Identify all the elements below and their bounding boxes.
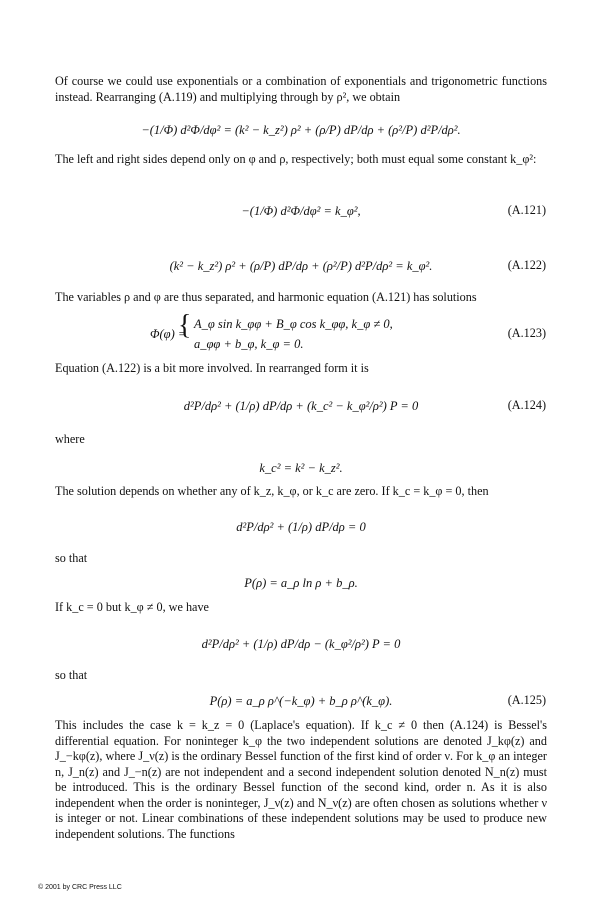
paragraph-if-kc-zero: If k_c = 0 but k_φ ≠ 0, we have bbox=[55, 600, 209, 614]
equation-a123-line1: A_φ sin k_φφ + B_φ cos k_φφ, k_φ ≠ 0, bbox=[194, 317, 393, 331]
equation-number-a124: (A.124) bbox=[507, 398, 546, 412]
equation-a124: d²P/dρ² + (1/ρ) dP/dρ + (k_c² − k_φ²/ρ²) P = 0 bbox=[183, 399, 419, 413]
equation-kc: k_c² = k² − k_z². bbox=[259, 461, 343, 475]
equation-a123-lhs: Φ(φ) = bbox=[150, 327, 187, 341]
paragraph-so-that-2: so that bbox=[55, 668, 88, 682]
equation-number-a122: (A.122) bbox=[507, 258, 546, 272]
paragraph-separation-constant: The left and right sides depend only on φ and ρ, respectively; both must equal some constant k_φ²: bbox=[55, 152, 537, 166]
equation-power-ode: d²P/dρ² + (1/ρ) dP/dρ − (k_φ²/ρ²) P = 0 bbox=[201, 637, 401, 651]
equation-a123-line2: a_φφ + b_φ, k_φ = 0. bbox=[194, 337, 304, 351]
equation-number-a125: (A.125) bbox=[507, 693, 546, 707]
equation-a122: (k² − k_z²) ρ² + (ρ/P) dP/dρ + (ρ²/P) d²P/dρ² = k_φ². bbox=[169, 259, 433, 273]
left-brace-icon: { bbox=[178, 310, 192, 341]
paragraph-intro: Of course we could use exponentials or a combination of exponentials and trigonometric functions instead. Rearranging (A.119) and multiplying through by ρ², we obtain bbox=[55, 74, 547, 104]
equation-a125: P(ρ) = a_ρ ρ^(−k_φ) + b_ρ ρ^(k_φ). bbox=[209, 694, 393, 708]
paragraph-more-involved: Equation (A.122) is a bit more involved. In rearranged form it is bbox=[55, 361, 369, 375]
paragraph-where: where bbox=[55, 432, 85, 446]
paragraph-bessel: This includes the case k = k_z = 0 (Laplace's equation). If k_c ≠ 0 then (A.124) is Bessel's differential equation. For noninteger k_φ the two independent solutions are denoted J_kφ(z) and J_−kφ(z), where J_ν(z) is the ordinary Bessel function of the first kind of order ν. For k_φ an integer n, J_n(z) and J_−n(z) are not independent and a second independent solution denoted N_n(z) must be introduced. This is the ordinary Bessel function of the second kind, order n. As it is also independent when the order is noninteger, J_ν(z) and N_ν(z) are often chosen as solutions whether ν is integer or not. Linear combinations of these independent solutions may be used to produce new independent solutions. The functions bbox=[55, 718, 547, 841]
paragraph-solution-depends: The solution depends on whether any of k_z, k_φ, or k_c are zero. If k_c = k_φ = 0, then bbox=[55, 484, 489, 498]
equation-number-a121: (A.121) bbox=[507, 203, 546, 217]
paragraph-separated: The variables ρ and φ are thus separated, and harmonic equation (A.121) has solutions bbox=[55, 290, 477, 304]
equation-laplace-radial: d²P/dρ² + (1/ρ) dP/dρ = 0 bbox=[236, 520, 366, 534]
equation-log-solution: P(ρ) = a_ρ ln ρ + b_ρ. bbox=[244, 576, 358, 590]
paragraph-so-that-1: so that bbox=[55, 551, 88, 565]
equation-rearranged: −(1/Φ) d²Φ/dφ² = (k² − k_z²) ρ² + (ρ/P) dP/dρ + (ρ²/P) d²P/dρ². bbox=[141, 123, 461, 137]
equation-number-a123: (A.123) bbox=[507, 326, 546, 340]
copyright-footer: © 2001 by CRC Press LLC bbox=[38, 884, 122, 891]
equation-a121: −(1/Φ) d²Φ/dφ² = k_φ², bbox=[241, 204, 361, 218]
